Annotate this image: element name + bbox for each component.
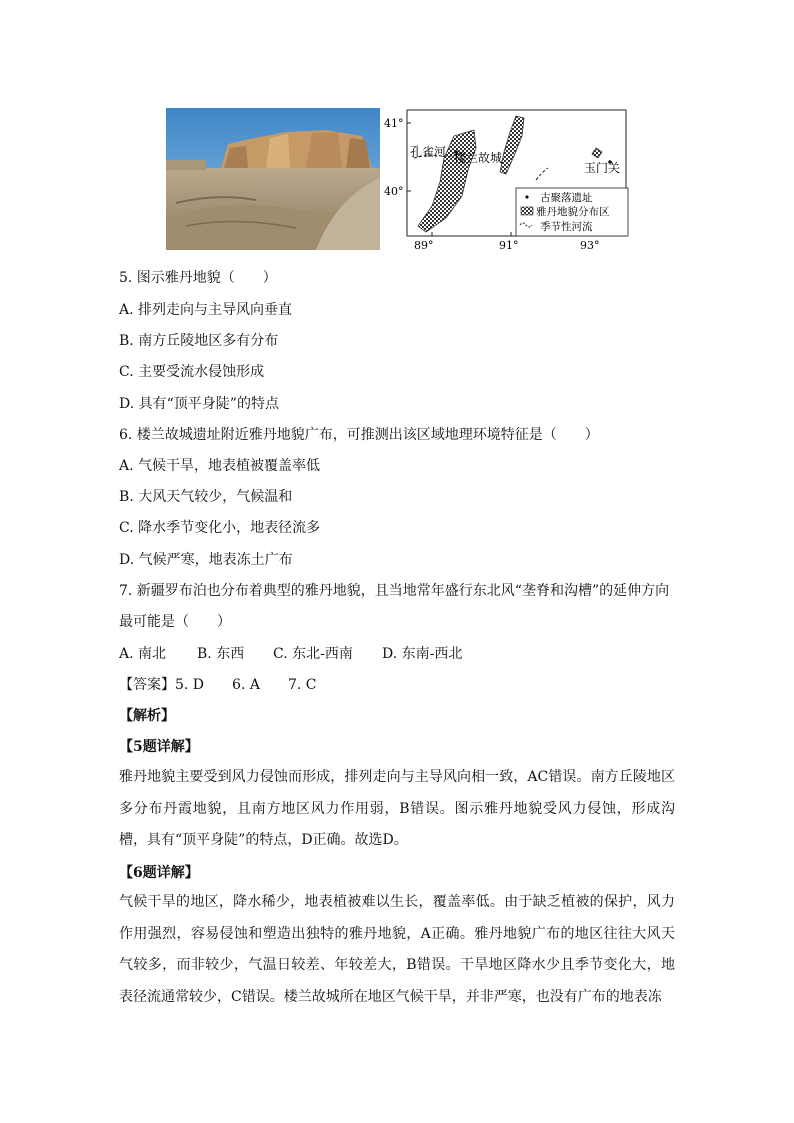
q7-option-d: D. 东南-西北 [382, 646, 463, 662]
q6-option-b: B. 大风天气较少，气候温和 [119, 489, 293, 505]
lat-40-label: 40° [384, 185, 404, 198]
q7-stem-line1: 7. 新疆罗布泊也分布着典型的雅丹地貌，且当地常年盛行东北风“垄脊和沟槽”的延伸方向 [119, 583, 670, 599]
q5-stem: 5. 图示雅丹地貌（ ） [119, 270, 277, 286]
legend-river: 季节性河流 [540, 221, 593, 233]
q7-options [119, 644, 462, 664]
lat-41-label: 41° [384, 117, 404, 130]
q6-stem: 6. 楼兰故城遗址附近雅丹地貌广布，可推测出该区域地理环境特征是（ ） [119, 427, 599, 443]
q5-option-b: B. 南方丘陵地区多有分布 [119, 333, 279, 349]
q5-option-c: C. 主要受流水侵蚀形成 [119, 364, 265, 380]
yardang-photo [166, 108, 380, 250]
detail-6-title: 【6题详解】 [119, 865, 199, 881]
detail-5-text: 雅丹地貌主要受到风力侵蚀而形成，排列走向与主导风向相一致，AC错误。南方丘陵地区多分布丹霞地貌，且南方地区风力作用弱，B错误。图示雅丹地貌受风力侵蚀，形成沟槽，具有“顶平身陡”的特点，D正确。故选D。 [119, 769, 675, 849]
q7-option-a: A. 南北 [119, 646, 167, 662]
q5-option-a: A. 排列走向与主导风向垂直 [119, 302, 293, 318]
q6-option-d: D. 气候严寒，地表冻土广布 [119, 552, 293, 568]
q6-option-a: A. 气候干旱，地表植被覆盖率低 [119, 458, 321, 474]
q5-option-d: D. 具有“顶平身陡”的特点 [119, 396, 279, 412]
loulan-label: 楼兰故城 [454, 151, 503, 165]
figure-row [166, 108, 636, 250]
analysis-title: 【解析】 [119, 708, 175, 724]
kongque-river-label: 孔雀河 [410, 145, 447, 159]
q7-option-c: C. 东北-西南 [273, 646, 353, 662]
q6-option-c: C. 降水季节变化小，地表径流多 [119, 520, 321, 536]
detail-5-title: 【5题详解】 [119, 739, 199, 755]
answer-line: 【答案】5. D 6. A 7. C [119, 677, 317, 693]
yumen-label: 玉门关 [584, 161, 621, 175]
lon-93-label: 93° [580, 239, 600, 250]
lon-89-label: 89° [414, 239, 434, 250]
legend-yardang: 雅丹地貌分布区 [536, 206, 610, 218]
detail-6-text: 气候干旱的地区，降水稀少，地表植被难以生长，覆盖率低。由于缺乏植被的保护，风力作用强烈，容易侵蚀和塑造出独特的雅丹地貌，A正确。雅丹地貌广布的地区往往大风天气较多，而非较少，气温日较差、年较差大，B错误。干旱地区降水少且季节变化大，地表径流通常较少，C错误。楼兰故城所在地区气候干旱，并非严寒，也没有广布的地表冻 [119, 894, 675, 1005]
q7-option-b: B. 东西 [197, 646, 245, 662]
legend-settlement: 古聚落遗址 [540, 192, 593, 204]
lop-nur-map [384, 108, 636, 250]
q7-stem-line2: 最可能是（ ） [119, 614, 231, 630]
lon-91-label: 91° [499, 239, 519, 250]
